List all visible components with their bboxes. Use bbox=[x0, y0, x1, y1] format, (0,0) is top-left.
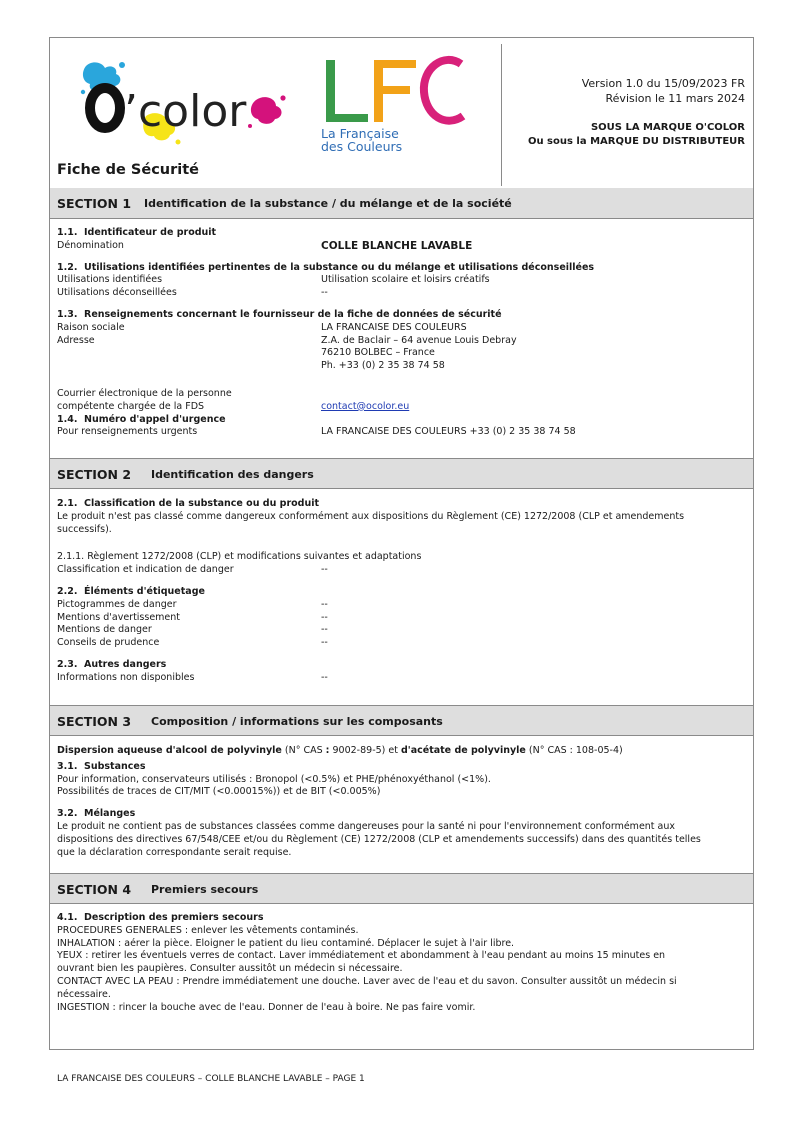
company-row bbox=[57, 322, 747, 335]
s21-text-line-2: successifs). bbox=[57, 523, 112, 535]
urgent-value: LA FRANCAISE DES COULEURS +33 (0) 2 35 38 74 58 bbox=[321, 426, 576, 438]
misuse-row bbox=[57, 287, 747, 300]
uses-row bbox=[57, 274, 747, 287]
urgent-row bbox=[57, 426, 747, 439]
email-row-1 bbox=[57, 388, 747, 401]
section-1-number: SECTION 1 bbox=[57, 196, 132, 211]
danger-statements-value: -- bbox=[321, 624, 328, 636]
subsection-1-4-heading: 1.4. Numéro d'appel d'urgence bbox=[57, 413, 226, 425]
section-1-title: Identification de la substance / du mélange et de la société bbox=[144, 197, 512, 210]
s21-text-line-1: Le produit n'est pas classé comme dangereux conformément aux dispositions du Règlement (CE) 1272/2008 (CLP et amendements bbox=[57, 510, 685, 522]
denomination-row bbox=[57, 240, 747, 253]
section-2-header bbox=[50, 458, 753, 489]
section-4-header bbox=[50, 873, 753, 904]
address-line-2: 76210 BOLBEC – France bbox=[321, 347, 435, 359]
uses-label: Utilisations identifiées bbox=[57, 274, 163, 286]
subsection-2-1-heading: 2.1. Classification de la substance ou du produit bbox=[57, 498, 320, 509]
subsection-4-1-heading: 4.1. Description des premiers secours bbox=[57, 912, 264, 923]
component-2-name: d'acétate de polyvinyle bbox=[401, 745, 526, 756]
first-aid-eyes-2: ouvrant bien les paupières. Consulter aussitôt un médecin si nécessaire. bbox=[57, 963, 403, 975]
pictograms-value: -- bbox=[321, 598, 328, 610]
danger-statements-label: Mentions de danger bbox=[57, 624, 152, 636]
company-label: Raison sociale bbox=[57, 321, 125, 333]
section-4-number: SECTION 4 bbox=[57, 882, 132, 897]
document-title: Fiche de Sécurité bbox=[57, 162, 200, 178]
brand-line-1: SOUS LA MARQUE O'COLOR bbox=[590, 122, 745, 133]
email-label-line-2: compétente chargée de la FDS bbox=[57, 400, 205, 412]
section-4-title: Premiers secours bbox=[151, 883, 259, 896]
version-info bbox=[582, 76, 745, 106]
brand-info bbox=[528, 121, 745, 149]
address-line-1: Z.A. de Baclair – 64 avenue Louis Debray bbox=[321, 334, 517, 346]
address-label: Adresse bbox=[57, 334, 95, 346]
contact-email-link[interactable]: contact@ocolor.eu bbox=[321, 400, 410, 412]
company-value: LA FRANCAISE DES COULEURS bbox=[321, 321, 467, 333]
component-1-name: Dispersion aqueuse d'alcool de polyvinyle bbox=[57, 745, 282, 756]
lfc-logo bbox=[318, 54, 468, 154]
section-2-body bbox=[57, 498, 747, 685]
lfc-logo-line1: La Française bbox=[321, 126, 399, 141]
subsection-1-1-heading: 1.1. Identificateur de produit bbox=[57, 227, 217, 238]
warnings-row bbox=[57, 612, 747, 625]
section-1-header bbox=[50, 188, 753, 219]
classification-row bbox=[57, 564, 747, 577]
ocolor-logo bbox=[78, 56, 293, 146]
classification-value: -- bbox=[321, 564, 328, 576]
subsection-3-2-heading: 3.2. Mélanges bbox=[57, 808, 136, 820]
denomination-value: COLLE BLANCHE LAVABLE bbox=[321, 239, 473, 252]
other-hazards-row bbox=[57, 672, 747, 685]
urgent-label: Pour renseignements urgents bbox=[57, 426, 198, 438]
first-aid-skin-2: nécessaire. bbox=[57, 988, 111, 1000]
intro-part-1: (N° CAS bbox=[281, 745, 326, 756]
s211-heading: 2.1.1. Règlement 1272/2008 (CLP) et modifications suivantes et adaptations bbox=[57, 551, 422, 563]
subsection-2-2-heading: 2.2. Éléments d'étiquetage bbox=[57, 585, 205, 597]
first-aid-inhalation: INHALATION : aérer la pièce. Eloigner le patient du lieu contaminé. Déplacer le sujet à l'air libre. bbox=[57, 937, 515, 949]
subsection-3-1-heading: 3.1. Substances bbox=[57, 760, 146, 772]
s32-line-3: que la déclaration correspondante serait requise. bbox=[57, 846, 292, 858]
uses-value: Utilisation scolaire et loisirs créatifs bbox=[321, 274, 490, 286]
warnings-label: Mentions d'avertissement bbox=[57, 611, 181, 623]
first-aid-skin-1: CONTACT AVEC LA PEAU : Prendre immédiatement une douche. Laver avec de l'eau et du savon. Consulter aussitôt un médecin si bbox=[57, 975, 677, 987]
section-3-number: SECTION 3 bbox=[57, 714, 132, 729]
pictograms-row bbox=[57, 599, 747, 612]
section-4-body bbox=[57, 912, 747, 1014]
misuse-label: Utilisations déconseillées bbox=[57, 287, 177, 299]
header-divider bbox=[501, 44, 502, 186]
classification-label: Classification et indication de danger bbox=[57, 564, 234, 576]
section-2-title: Identification des dangers bbox=[151, 468, 314, 481]
section-3-title: Composition / informations sur les composants bbox=[151, 715, 443, 728]
page-footer: LA FRANCAISE DES COULEURS – COLLE BLANCHE LAVABLE – PAGE 1 bbox=[57, 1074, 365, 1084]
subsection-2-3-heading: 2.3. Autres dangers bbox=[57, 658, 167, 670]
section-2-number: SECTION 2 bbox=[57, 467, 132, 482]
intro-colon: : bbox=[325, 745, 330, 756]
ocolor-logo-graphic bbox=[78, 56, 293, 146]
first-aid-general: PROCEDURES GENERALES : enlever les vêtements contaminés. bbox=[57, 924, 359, 936]
address-row-2 bbox=[57, 347, 747, 360]
address-line-3: Ph. +33 (0) 2 35 38 74 58 bbox=[321, 360, 445, 372]
safety-data-sheet-page bbox=[49, 37, 754, 1050]
first-aid-eyes-1: YEUX : retirer les éventuels verres de contact. Laver immédiatement et abondamment à l'eau pendant au moins 15 minutes en bbox=[57, 950, 666, 962]
section-3-header bbox=[50, 705, 753, 736]
precautions-value: -- bbox=[321, 637, 328, 649]
lfc-logo-line2: des Couleurs bbox=[321, 139, 403, 154]
s32-line-2: dispositions des directives 67/548/CEE et/ou du Règlement (CE) 1272/2008 (CLP et amendements successifs) dans des quantités telles bbox=[57, 833, 701, 845]
section-3-body bbox=[57, 745, 747, 859]
denomination-label: Dénomination bbox=[57, 239, 124, 251]
composition-intro bbox=[57, 745, 747, 758]
precautions-label: Conseils de prudence bbox=[57, 637, 160, 649]
email-label-line-1: Courrier électronique de la personne bbox=[57, 387, 232, 399]
section-1-body bbox=[57, 227, 747, 439]
subsection-1-2-heading: 1.2. Utilisations identifiées pertinentes de la substance ou du mélange et utilisations déconseillées bbox=[57, 261, 595, 273]
other-hazards-label: Informations non disponibles bbox=[57, 671, 195, 683]
ocolor-logo-wordmark: ’color bbox=[124, 86, 247, 137]
danger-statements-row bbox=[57, 624, 747, 637]
s32-line-1: Le produit ne contient pas de substances classées comme dangereuses pour la santé ni pour l'environnement conformément aux bbox=[57, 820, 676, 832]
subsection-1-3-heading: 1.3. Renseignements concernant le fournisseur de la fiche de données de sécurité bbox=[57, 308, 502, 320]
lfc-logo-graphic bbox=[318, 54, 468, 154]
s31-line-2: Possibilités de traces de CIT/MIT (<0.00015%)) et de BIT (<0.005%) bbox=[57, 786, 381, 798]
brand-line-2: Ou sous la MARQUE DU DISTRIBUTEUR bbox=[527, 136, 745, 147]
first-aid-ingestion: INGESTION : rincer la bouche avec de l'eau. Donner de l'eau à boire. Ne pas faire vomir. bbox=[57, 1001, 476, 1013]
version-text: Version 1.0 du 15/09/2023 FR bbox=[581, 77, 745, 90]
s31-line-1: Pour information, conservateurs utilisés : Bronopol (<0.5%) et PHE/phénoxyéthanol (<1%). bbox=[57, 773, 491, 785]
revision-text: Révision le 11 mars 2024 bbox=[605, 92, 745, 105]
intro-part-3: (N° CAS : 108-05-4) bbox=[525, 745, 623, 756]
address-row bbox=[57, 335, 747, 348]
intro-part-2: 9002-89-5) et bbox=[329, 745, 401, 756]
address-row-3 bbox=[57, 360, 747, 373]
pictograms-label: Pictogrammes de danger bbox=[57, 598, 177, 610]
document-header bbox=[50, 38, 753, 189]
precautions-row bbox=[57, 637, 747, 650]
misuse-value: -- bbox=[321, 287, 328, 299]
warnings-value: -- bbox=[321, 611, 328, 623]
email-row-2 bbox=[57, 401, 747, 414]
other-hazards-value: -- bbox=[321, 671, 328, 683]
